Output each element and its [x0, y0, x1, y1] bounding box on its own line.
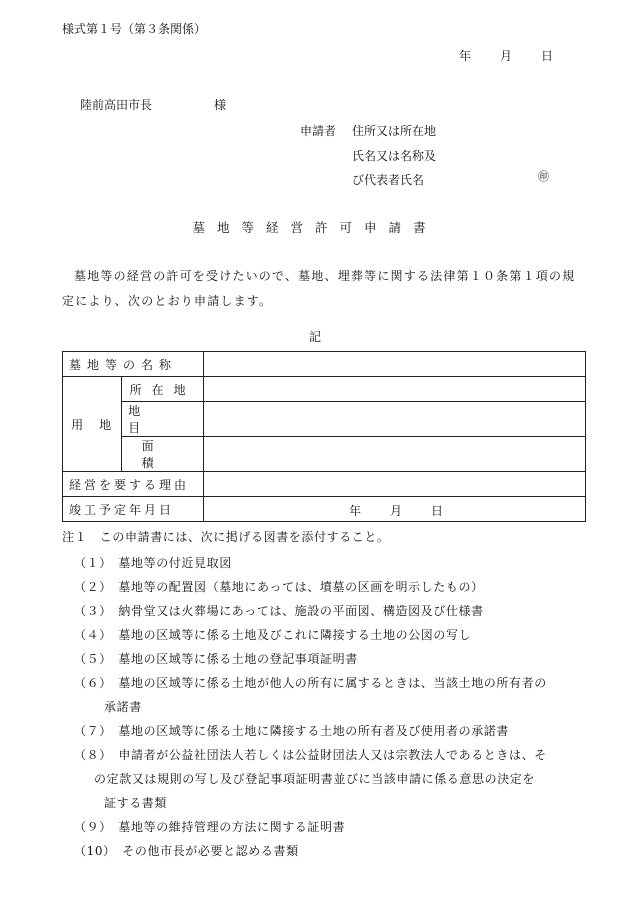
ki-heading: 記 — [308, 330, 321, 344]
note-item: （８） 申請者が公益社団法人若しくは公益財団法人又は宗教法人であるときは、そ — [74, 748, 547, 762]
reason-label: 経営を要する理由 — [63, 472, 204, 497]
form-number: 様式第１号（第３条関係） — [62, 22, 207, 36]
facility-name-value[interactable] — [204, 352, 586, 377]
facility-name-label: 墓地等の名称 — [63, 352, 204, 377]
table-row-completion — [63, 497, 586, 522]
location-label: 所在地 — [122, 377, 204, 402]
note-item-continued: の定款又は規則の写し及び登記事項証明書並びに当該申請に係る意思の決定を — [94, 772, 536, 786]
completion-day-label: 日 — [431, 504, 444, 518]
body-paragraph: 墓地等の経営の許可を受けたいので、墓地、埋葬等に関する法律第１０条第１項の規定により、次のとおり申請します。 — [62, 269, 576, 308]
seal-mark: ㊞ — [538, 170, 549, 183]
area-label: 面積 — [122, 437, 204, 472]
note-item: （７） 墓地の区域等に係る土地に隣接する土地の所有者及び使用者の承諾書 — [74, 724, 510, 738]
completion-year-label: 年 — [349, 504, 362, 518]
applicant-label: 申請者 — [300, 124, 337, 138]
note-item: （３） 納骨堂又は火葬場にあっては、施設の平面図、構造図及び仕様書 — [74, 604, 484, 618]
notes-heading: 注１ この申請書には、次に掲げる図書を添付すること。 — [62, 530, 390, 544]
table-row-category — [63, 402, 586, 437]
land-label: 用 地 — [63, 377, 122, 472]
note-item: （１） 墓地等の付近見取図 — [74, 556, 232, 570]
land-category-label: 地目 — [122, 402, 204, 437]
note-item-continued: 証する書類 — [104, 796, 168, 810]
note-item: （５） 墓地の区域等に係る土地の登記事項証明書 — [74, 652, 358, 666]
area-value[interactable] — [204, 437, 586, 472]
applicant-name-label-1: 氏名又は名称及 — [352, 149, 437, 163]
location-value[interactable] — [204, 377, 586, 402]
application-table — [62, 351, 586, 522]
note-item: （４） 墓地の区域等に係る土地及びこれに隣接する土地の公図の写し — [74, 628, 472, 642]
document-title: 墓地等経営許可申請書 — [192, 220, 438, 235]
note-item: （６） 墓地の区域等に係る土地が他人の所有に属するときは、当該土地の所有者の — [74, 676, 547, 690]
note-item-continued: 承諾書 — [104, 700, 142, 714]
completion-date-label: 竣工予定年月日 — [63, 497, 204, 522]
completion-month-label: 月 — [390, 504, 403, 518]
addressee-honorific: 様 — [214, 98, 227, 112]
date-day-label: 日 — [541, 49, 554, 63]
completion-date-value[interactable] — [204, 497, 586, 522]
land-category-value[interactable] — [204, 402, 586, 437]
note-item: （10） その他市長が必要と認める書類 — [74, 844, 299, 858]
reason-value[interactable] — [204, 472, 586, 497]
table-row-area — [63, 437, 586, 472]
note-item: （２） 墓地等の配置図（墓地にあっては、墳墓の区画を明示したもの） — [74, 580, 484, 594]
table-row-name — [63, 352, 586, 377]
applicant-address-label: 住所又は所在地 — [352, 124, 437, 138]
date-month-label: 月 — [500, 49, 513, 63]
table-row-location — [63, 377, 586, 402]
applicant-name-label-2: び代表者氏名 — [352, 173, 425, 187]
note-item: （９） 墓地等の維持管理の方法に関する証明書 — [74, 820, 346, 834]
date-year-label: 年 — [459, 49, 472, 63]
addressee-name: 陸前高田市長 — [80, 98, 153, 112]
table-row-reason — [63, 472, 586, 497]
